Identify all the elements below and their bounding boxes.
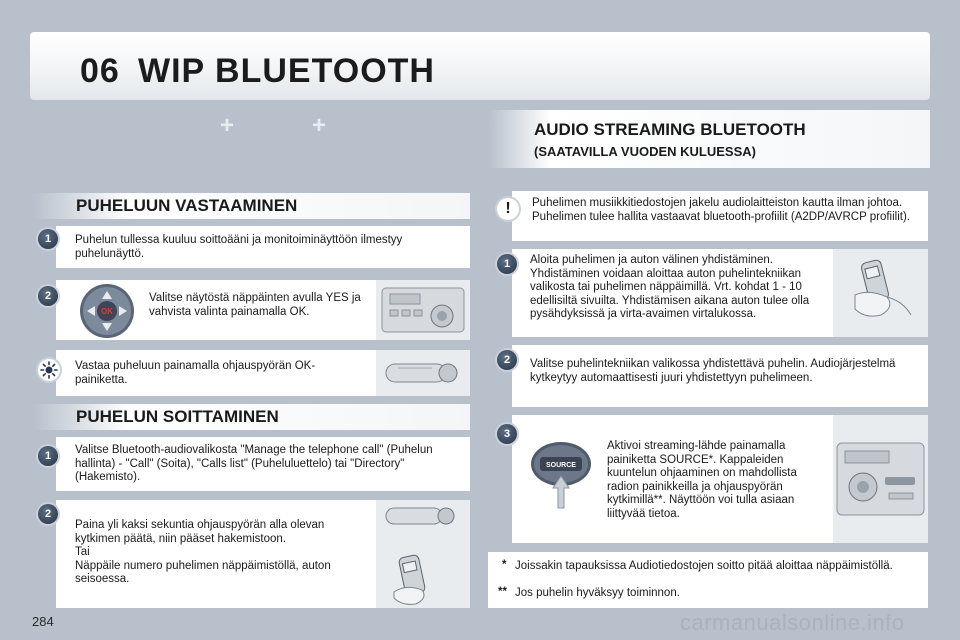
audio-streaming-heading-band [488, 110, 930, 168]
navigation-pad-icon [78, 282, 136, 340]
radio-unit-illustration [376, 280, 470, 340]
page-number: 284 [32, 614, 54, 629]
footnote-1-text: Joissakin tapauksissa Audiotiedostojen soitto pitää aloittaa näppäimistöllä. [515, 560, 893, 572]
answer-step-3-text: Vastaa puheluun painamalla ohjauspyörän OK-painiketta. [75, 360, 316, 386]
step-badge: 2 [38, 286, 58, 306]
warning-text: Puhelimen musiikkitiedostojen jakelu audiolaitteiston kautta ilman johtoa. Puhelimen tulee hallita vastaavat bluetooth-profiilit (A2DP/AVRCP profiilit). [532, 197, 910, 223]
step-badge: 1 [38, 446, 58, 466]
chapter-number: 06 [80, 52, 120, 90]
footnote-2-text: Jos puhelin hyväksyy toiminnon. [515, 587, 680, 599]
decorative-plus-icon: + [220, 112, 235, 139]
source-button-icon [528, 440, 594, 512]
stream-step-1-text: Aloita puhelimen ja auton välinen yhdistäminen. Yhdistäminen voidaan aloittaa auton puhelintekniikan valikosta tai puhelimen näppäimillä. Vrt. kohdat 1 - 10 edellisiltä sivuilta. Yhdistämisen aikana auton tulee olla pysähdyksissä ja virta-avaimen virtalukossa. [530, 254, 810, 320]
make-call-step-1-text: Valitse Bluetooth-audiovalikosta "Manage the telephone call" (Puhelun hallinta) - "Call" (Soita), "Calls list" (Puheluluettelo) tai "Directory" (Hakemisto). [75, 444, 433, 483]
stream-step-3-text: Aktivoi streaming-lähde painamalla painiketta SOURCE*. Kappaleiden kuuntelun ohjaaminen on mahdollista radion painikkeilla ja ohjauspyörän kytkimillä**. Näyttöön voi tulla asiaan liittyvää tietoa. [607, 440, 797, 520]
steering-wheel-tip-icon [38, 359, 60, 381]
make-call-heading: PUHELUN SOITTAMINEN [76, 407, 279, 426]
step-badge: 3 [497, 424, 517, 444]
answer-step-2-text: Valitse näytöstä näppäinten avulla YES ja vahvista valinta painamalla OK. [149, 292, 361, 318]
radio-source-illustration [833, 415, 928, 543]
decorative-plus-icon: + [312, 112, 327, 139]
make-call-step-2-text [75, 519, 365, 587]
warning-icon: ! [497, 198, 519, 220]
ok-button-label: OK [101, 307, 113, 316]
make-call-step-2-line-3: Näppäile numero puhelimen näppäimistöllä, auton seisoessa. [75, 559, 331, 585]
audio-streaming-title: AUDIO STREAMING BLUETOOTH [534, 120, 806, 139]
chapter-title: WIP BLUETOOTH [138, 52, 435, 90]
step-badge: 1 [38, 229, 58, 249]
stream-step-2-text: Valitse puhelintekniikan valikossa yhdistettävä puhelin. Audiojärjestelmä kytkeytyy automaattisesti juuri yhdistettyyn puhelimeen. [530, 358, 896, 384]
footnote-mark: ** [498, 586, 507, 598]
source-button-label: SOURCE [546, 462, 576, 469]
step-badge: 1 [497, 254, 517, 274]
answer-call-heading-band [32, 193, 470, 219]
step-badge: 2 [497, 350, 517, 370]
answer-step-1-text: Puhelun tullessa kuuluu soittoääni ja monitoiminäyttöön ilmestyy puhelunäyttö. [75, 234, 403, 260]
make-call-step-2-line-2: Tai [75, 546, 90, 558]
footnote-mark: * [502, 559, 507, 571]
step-badge: 2 [38, 504, 58, 524]
watermark: carmanualsonline.info [680, 610, 905, 635]
make-call-heading-band [32, 404, 470, 430]
phone-and-stalk-illustration [376, 500, 470, 608]
phone-in-hand-illustration [833, 249, 928, 337]
make-call-step-2-line-1: Paina yli kaksi sekuntia ohjauspyörän alla olevan kytkimen päätä, niin pääset hakemistoon. [75, 519, 325, 545]
steering-stalk-illustration [376, 350, 470, 396]
audio-streaming-subtitle: (SAATAVILLA VUODEN KULUESSA) [534, 144, 756, 159]
answer-call-heading: PUHELUUN VASTAAMINEN [76, 196, 298, 215]
